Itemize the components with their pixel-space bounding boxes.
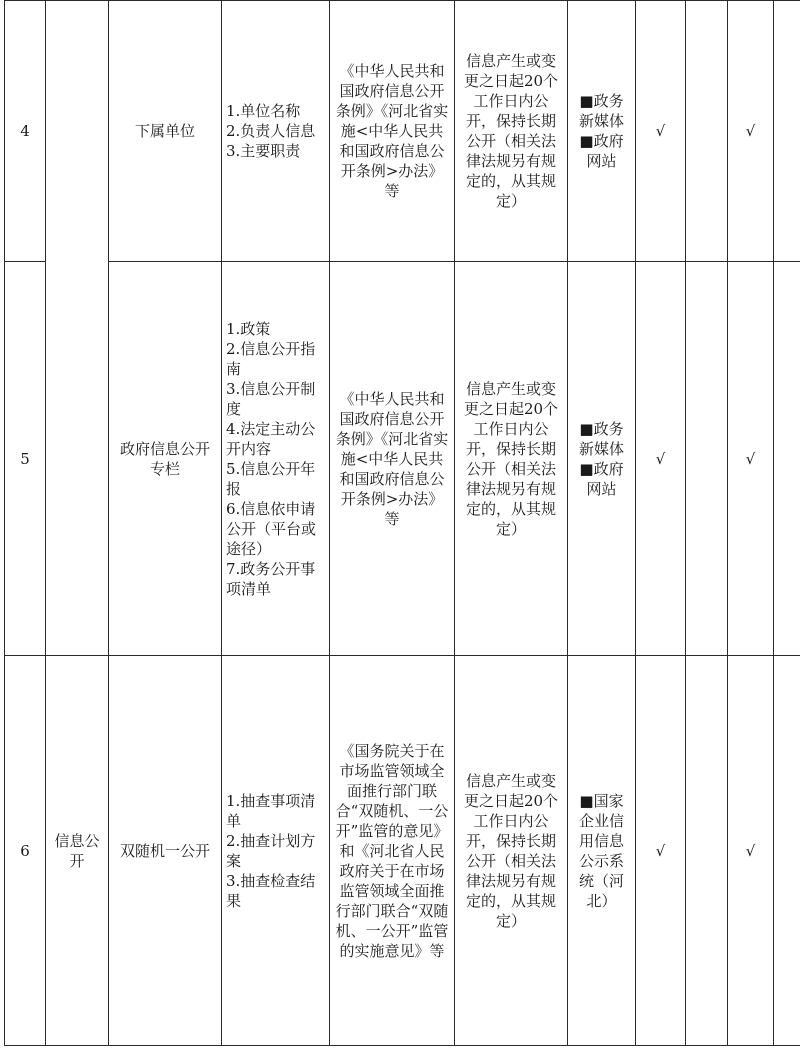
basis-cell: 《中华人民共和国政府信息公开条例》《河北省实施<中华人民共和国政府信息公开条例>办法》等 [330,1,455,262]
table-row [5,1,800,262]
row-number: 5 [5,262,46,656]
content-cell [222,1,330,262]
content-text: 1.抽查事项清单 2.抽查计划方案 3.抽查检查结果 [226,791,316,910]
category-cell: 信息公开 [46,656,109,1046]
empty-cell [686,262,728,656]
item-cell: 下属单位 [109,1,222,262]
empty-cell [686,1,728,262]
empty-cell [774,656,800,1046]
item-cell: 政府信息公开专栏 [109,262,222,656]
check-mark: √ [728,262,774,656]
check-mark: √ [636,1,686,262]
time-cell: 信息产生或变更之日起20个工作日内公开，保持长期公开（相关法律法规另有规定的，从其规定） [455,262,568,656]
check-mark: √ [728,656,774,1046]
table-row [5,656,800,1046]
empty-cell [774,1,800,262]
basis-cell: 《中华人民共和国政府信息公开条例》《河北省实施<中华人民共和国政府信息公开条例>办法》等 [330,262,455,656]
channel-cell: ■国家企业信用信息公示系统（河北） [568,656,636,1046]
time-cell: 信息产生或变更之日起20个工作日内公开，保持长期公开（相关法律法规另有规定的，从其规定） [455,656,568,1046]
empty-cell [686,656,728,1046]
content-text: 1.单位名称 2.负责人信息 3.主要职责 [226,102,316,160]
content-cell [222,656,330,1046]
basis-cell: 《国务院关于在市场监管领域全面推行部门联合“双随机、一公开”监管的意见》和《河北省人民政府关于在市场监管领域全面推行部门联合“双随机、一公开”监管的实施意见》等 [330,656,455,1046]
disclosure-table [4,0,800,1046]
category-cell [46,1,109,656]
row-number: 4 [5,1,46,262]
empty-cell [774,262,800,656]
check-mark: √ [636,656,686,1046]
item-cell: 双随机一公开 [109,656,222,1046]
channel-cell: ■政务新媒体■政府网站 [568,262,636,656]
channel-cell: ■政务新媒体■政府网站 [568,1,636,262]
content-text: 1.政策 2.信息公开指南 3.信息公开制度 4.法定主动公开内容 5.信息公开年报 6.信息依申请公开（平台或途径） 7.政务公开事项清单 [226,319,317,598]
row-number: 6 [5,656,46,1046]
check-mark: √ [636,262,686,656]
time-cell: 信息产生或变更之日起20个工作日内公开，保持长期公开（相关法律法规另有规定的，从其规定） [455,1,568,262]
check-mark: √ [728,1,774,262]
table-row [5,262,800,656]
content-cell [222,262,330,656]
